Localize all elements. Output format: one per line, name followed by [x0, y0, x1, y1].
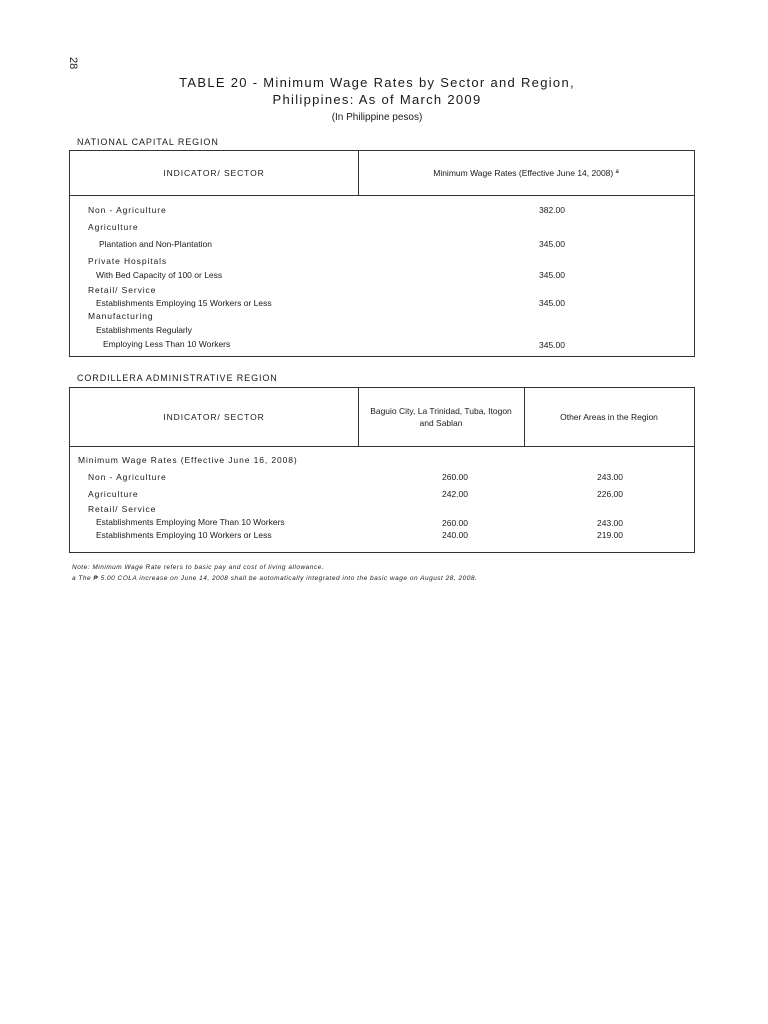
- ncr-table: [69, 150, 695, 357]
- car-header-col1: Baguio City, La Trinidad, Tuba, Itogon and Sablan: [370, 406, 512, 428]
- car-region-label: CORDILLERA ADMINISTRATIVE REGION: [77, 373, 278, 383]
- ncr-region-label: NATIONAL CAPITAL REGION: [77, 137, 219, 147]
- ncr-header-indicator: INDICATOR/ SECTOR: [163, 168, 265, 178]
- table-title-line2: Philippines: As of March 2009: [272, 92, 482, 107]
- table-subtitle: (In Philippine pesos): [331, 112, 423, 123]
- ncr-row-label: Agriculture: [88, 222, 139, 232]
- ncr-row-label: Establishments Regularly: [96, 325, 192, 335]
- car-row-col1: 260.00: [442, 518, 468, 528]
- ncr-row-value: 345.00: [539, 340, 565, 350]
- car-row-label: Agriculture: [88, 489, 139, 499]
- car-header-col2: Other Areas in the Region: [560, 412, 658, 422]
- ncr-table-header: [70, 151, 694, 196]
- car-row-col2: 219.00: [597, 530, 623, 540]
- ncr-row-label: Manufacturing: [88, 311, 154, 321]
- car-table: [69, 387, 695, 553]
- ncr-row-label: Non - Agriculture: [88, 205, 167, 215]
- car-row-label: Minimum Wage Rates (Effective June 16, 2008): [78, 455, 298, 465]
- table-title-line1: TABLE 20 - Minimum Wage Rates by Sector and Region,: [179, 75, 575, 90]
- car-header-divider-1: [358, 388, 359, 446]
- ncr-row-label: Plantation and Non-Plantation: [99, 239, 212, 249]
- ncr-header-rate: Minimum Wage Rates (Effective June 14, 2008) ª: [433, 168, 619, 178]
- car-row-label: Non - Agriculture: [88, 472, 167, 482]
- car-row-col1: 260.00: [442, 472, 468, 482]
- ncr-row-label: Private Hospitals: [88, 256, 168, 266]
- ncr-row-value: 382.00: [539, 205, 565, 215]
- footnote-a: a The ₱ 5.00 COLA increase on June 14, 2008 shall be automatically integrated into the basic wage on August 28, 2008.: [72, 575, 478, 582]
- ncr-row-label: With Bed Capacity of 100 or Less: [96, 270, 223, 280]
- note-text: Note: Minimum Wage Rate refers to basic pay and cost of living allowance.: [72, 564, 325, 571]
- car-row-label: Retail/ Service: [88, 504, 157, 514]
- ncr-row-label: Retail/ Service: [88, 285, 157, 295]
- car-row-col1: 242.00: [442, 489, 468, 499]
- ncr-row-value: 345.00: [539, 239, 565, 249]
- car-row-label: Establishments Employing 10 Workers or Less: [96, 530, 272, 540]
- car-row-col2: 243.00: [597, 472, 623, 482]
- car-row-col2: 226.00: [597, 489, 623, 499]
- page-number: 28: [67, 57, 79, 70]
- car-table-header: [70, 388, 694, 447]
- car-row-label: Establishments Employing More Than 10 Workers: [96, 517, 285, 527]
- car-row-col1: 240.00: [442, 530, 468, 540]
- ncr-row-label: Employing Less Than 10 Workers: [103, 339, 231, 349]
- car-header-indicator: INDICATOR/ SECTOR: [163, 412, 265, 422]
- ncr-row-label: Establishments Employing 15 Workers or Less: [96, 298, 272, 308]
- ncr-row-value: 345.00: [539, 298, 565, 308]
- car-row-col2: 243.00: [597, 518, 623, 528]
- ncr-row-value: 345.00: [539, 270, 565, 280]
